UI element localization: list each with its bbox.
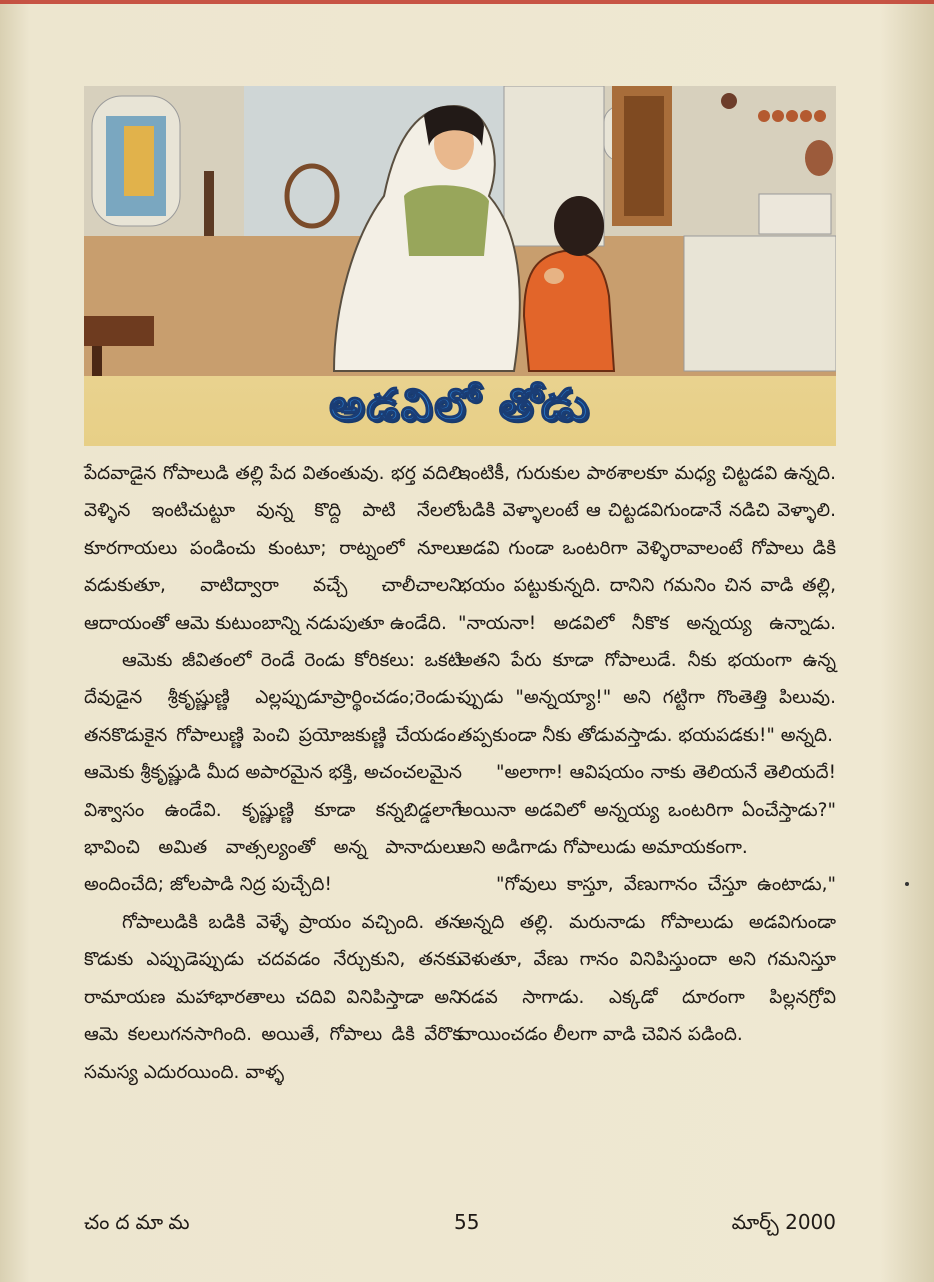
left-paragraph-1: పేదవాడైన గోపాలుడి తల్లి పేద వితంతువు. భర్త వదిలి వెళ్ళిన ఇంటిచుట్టూ వున్న కొద్ది పాటి నేలలో కూరగాయలు పండించు కుంటూ; రాట్నంలో నూలు వడుకుతూ, వాటిద్వారా వచ్చే చాలీచాలని ఆదాయంతో ఆమె కుటుంబాన్ని నడుపుతూ ఉండేది.	[84, 463, 462, 634]
left-column	[84, 455, 462, 1091]
top-rule	[0, 0, 934, 4]
magazine-name: చందమామ	[84, 1210, 196, 1234]
stray-dot	[905, 882, 909, 886]
issue-date: మార్చ్ 2000	[731, 1210, 836, 1234]
illustration-scene	[84, 86, 836, 376]
right-column	[458, 455, 836, 1054]
right-paragraph-2: "అలాగా! ఆవిషయం నాకు తెలియనే తెలియదే! అయినా అడవిలో అన్నయ్య ఒంటరిగా ఏంచేస్తాడు?" అని అడిగాడు గోపాలుడు అమాయకంగా.	[458, 762, 836, 859]
title-band	[84, 376, 836, 446]
right-paragraph-3: "గోవులు కాస్తూ, వేణుగానం చేస్తూ ఉంటాడు," అన్నది తల్లి. మరునాడు గోపాలుడు అడవిగుండా వెళుతూ, వేణు గానం వినిపిస్తుందా అని గమనిస్తూ నడవ సాగాడు. ఎక్కడో దూరంగా పిల్లనగ్రోవి వాయించడం లీలగా వాడి చెవిన పడింది.	[458, 874, 836, 1046]
page-footer	[84, 1210, 836, 1240]
left-paragraph-3: గోపాలుడికి బడికి వెళ్ళే ప్రాయం వచ్చింది. తన కొడుకు ఎప్పుడెప్పుడు చదవడం నేర్చుకుని, తనకు రామాయణ మహాభారతాలు చదివి వినిపిస్తాడా అని ఆమె కలలుగనసాగింది. అయితే, గోపాలు డికి వేరొక సమస్య ఎదురయింది. వాళ్ళ	[84, 911, 462, 1083]
page-number: 55	[454, 1210, 480, 1234]
left-paragraph-2: ఆమెకు జీవితంలో రెండే రెండు కోరికలు: ఒకటి దేవుడైన శ్రీకృష్ణుణ్ణి ఎల్లప్పుడూప్రార్థించడం;రెండు-తనకొడుకైన గోపాలుణ్ణి పెంచి ప్రయోజకుణ్ణి చేయడం. ఆమెకు శ్రీకృష్ణుడి మీద అపారమైన భక్తి, అచంచలమైన విశ్వాసం ఉండేవి. కృష్ణుణ్ణి కూడా కన్నబిడ్డలాగే భావించి అమిత వాత్సల్యంతో అన్న పానాదులు అందించేది; జోలపాడి నిద్ర పుచ్చేది!	[84, 650, 462, 896]
story-illustration	[84, 86, 836, 376]
right-paragraph-1: ఇంటికీ, గురుకుల పాఠశాలకూ మధ్య చిట్టడవి ఉన్నది. బడికి వెళ్ళాలంటే ఆ చిట్టడవిగుండానే నడిచి వెళ్ళాలి. అడవి గుండా ఒంటరిగా వెళ్ళిరావాలంటే గోపాలు డికి భయం పట్టుకున్నది. దానిని గమనిం చిన వాడి తల్లి, "నాయనా! అడవిలో నీకొక అన్నయ్య ఉన్నాడు. అతని పేరు కూడా గోపాలుడే. నీకు భయంగా ఉన్న ప్పుడు "అన్నయ్యా!" అని గట్టిగా గొంతెత్తి పిలువు. తప్పకుండా నీకు తోడువస్తాడు. భయపడకు!" అన్నది.	[458, 463, 836, 746]
story-title: అడవిలో తోడు	[329, 380, 591, 431]
